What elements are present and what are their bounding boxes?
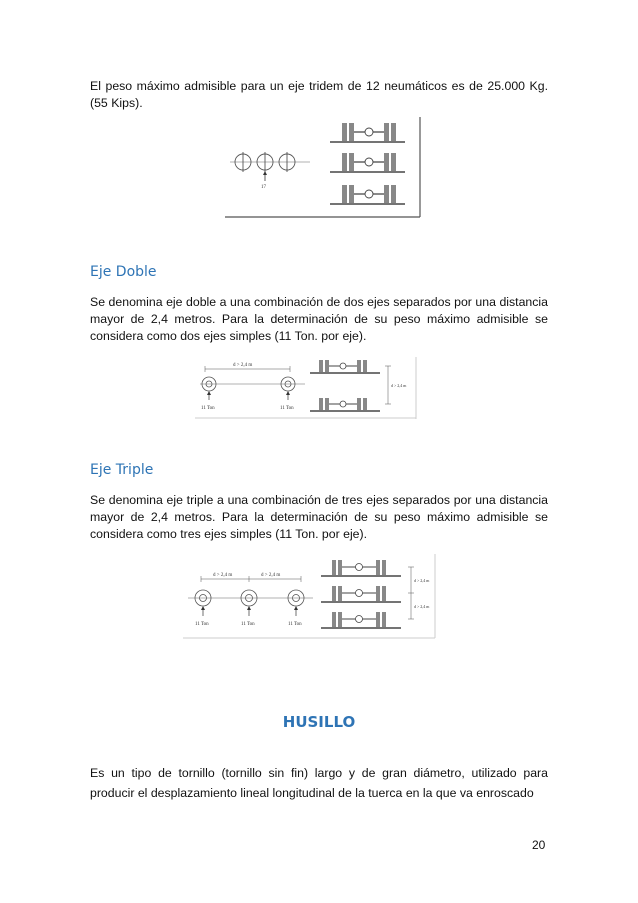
axle-assembly-1 [330,123,405,142]
page-number: 20 [532,838,546,852]
eje-doble-heading: Eje Doble [90,264,157,280]
husillo-heading: HUSILLO [282,713,356,731]
eje-doble-axle-assembly-1 [310,360,380,373]
tridem-figure-label: 17 [261,185,266,190]
eje-triple-side-distance-label-1: d > 2,4 m [414,578,430,583]
eje-triple-heading: Eje Triple [90,462,154,478]
eje-doble-paragraph: Se denomina eje doble a una combinación de dos ejes separados por una distancia mayor de 2,4 metros. Para la determinación de su peso máximo admisible se considera como dos ejes simples (11 Ton. por eje). [90,295,548,343]
eje-triple-distance-label-2: d > 2,4 m [261,573,281,578]
husillo-paragraph: Es un tipo de tornillo (tornillo sin fin) largo y de gran diámetro, utilizado para producir el desplazamiento lineal longitudinal de la tuerca en la que va enroscado [90,766,548,800]
eje-doble-axle-label-2: 11 Ton [280,406,294,411]
eje-triple-distance-label-1: d > 2,4 m [213,573,233,578]
eje-triple-axle-label-2: 11 Ton [241,622,255,627]
eje-doble-axle-assembly-2 [310,398,380,411]
eje-triple-figure [183,554,441,639]
eje-triple-side-distance-label-2: d > 2,4 m [414,604,430,609]
eje-triple-axle-assembly-3 [321,612,401,628]
tridem-axle-figure [225,117,425,222]
eje-triple-axle-assembly-1 [321,560,401,576]
eje-triple-axle-assembly-2 [321,586,401,602]
axle-assembly-3 [330,185,405,204]
eje-doble-distance-label: d > 2,4 m [233,363,253,368]
eje-triple-axle-label-1: 11 Ton [195,622,209,627]
eje-triple-axle-label-3: 11 Ton [288,622,302,627]
intro-paragraph: El peso máximo admisible para un eje tridem de 12 neumáticos es de 25.000 Kg. (55 Kips). [90,79,548,110]
eje-doble-side-distance-label: d > 2,4 m [391,383,407,388]
eje-doble-figure [195,357,425,419]
eje-triple-paragraph: Se denomina eje triple a una combinación de tres ejes separados por una distancia mayor de 2,4 metros. Para la determinación de su peso máximo admisible se considera como tres ejes simples (11 Ton. por eje). [90,493,548,541]
axle-assembly-2 [330,153,405,172]
eje-doble-axle-label-1: 11 Ton [201,406,215,411]
